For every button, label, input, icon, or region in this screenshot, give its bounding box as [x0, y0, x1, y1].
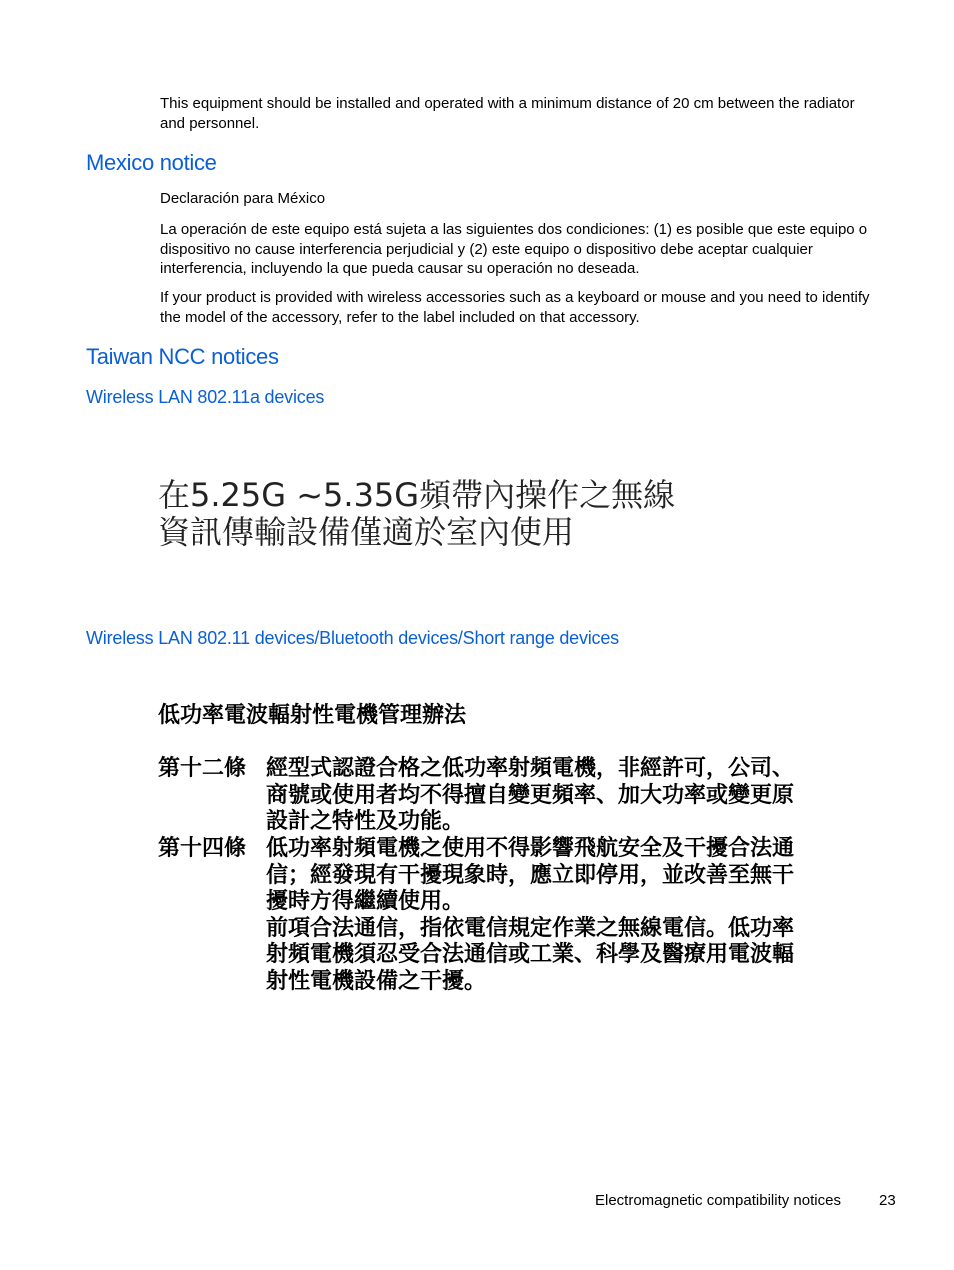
taiwan-ncc-heading: Taiwan NCC notices	[86, 344, 279, 369]
article-12-line: 設計之特性及功能。	[266, 808, 465, 834]
article-14-line: 擾時方得繼續使用。	[266, 888, 465, 914]
article-12-block	[158, 755, 876, 835]
mexico-conditions-paragraph: La operación de este equipo está sujeta a las siguientes dos condiciones: (1) es posible que este equipo o dispositivo no cause interferencia perjudicial y (2) este equipo o dispositivo debe aceptar cualquier interferencia, incluyendo la que pueda causar su operación no deseada.	[160, 221, 868, 277]
wireless-accessories-paragraph: If your product is provided with wireless accessories such as a keyboard or mouse and you need to identify the model of the accessory, refer to the label included on that accessory.	[160, 289, 870, 326]
article-12-label: 第十二條	[158, 755, 247, 781]
article-14-line: 射頻電機須忍受合法通信或工業、科學及醫療用電波輻	[266, 941, 795, 967]
footer-section-title: Electromagnetic compatibility notices	[595, 1192, 841, 1209]
article-12-text	[266, 755, 876, 835]
mexico-declaration-line: Declaración para México	[160, 190, 326, 207]
wlan-80211a-notice-line: 在5.25G ~5.35G頻帶內操作之無線	[158, 476, 676, 514]
page-number: 23	[879, 1192, 896, 1209]
article-14-line: 前項合法通信，指依電信規定作業之無線電信。低功率	[266, 914, 795, 941]
article-14-line: 信；經發現有干擾現象時，應立即停用，並改善至無干	[266, 861, 795, 888]
low-power-regulation-title: 低功率電波輻射性電機管理辦法	[158, 702, 467, 728]
intro-paragraph: This equipment should be installed and operated with a minimum distance of 20 cm between the radiator and personnel.	[160, 95, 855, 132]
article-14-text	[266, 835, 876, 994]
wlan-80211a-heading: Wireless LAN 802.11a devices	[86, 387, 325, 407]
mexico-notice-heading: Mexico notice	[86, 150, 217, 175]
article-14-block	[158, 835, 876, 994]
wlan-bluetooth-heading: Wireless LAN 802.11 devices/Bluetooth devices/Short range devices	[86, 628, 619, 648]
wlan-80211a-notice-line: 資訊傳輸設備僅適於室內使用	[158, 513, 575, 551]
article-12-line: 商號或使用者均不得擅自變更頻率、加大功率或變更原	[266, 781, 795, 808]
article-12-line: 經型式認證合格之低功率射頻電機，非經許可，公司、	[266, 755, 795, 781]
article-14-label: 第十四條	[158, 835, 247, 861]
article-14-line: 低功率射頻電機之使用不得影響飛航安全及干擾合法通	[266, 835, 795, 861]
article-14-line: 射性電機設備之干擾。	[266, 967, 487, 994]
wlan-80211a-notice-image	[158, 477, 718, 551]
